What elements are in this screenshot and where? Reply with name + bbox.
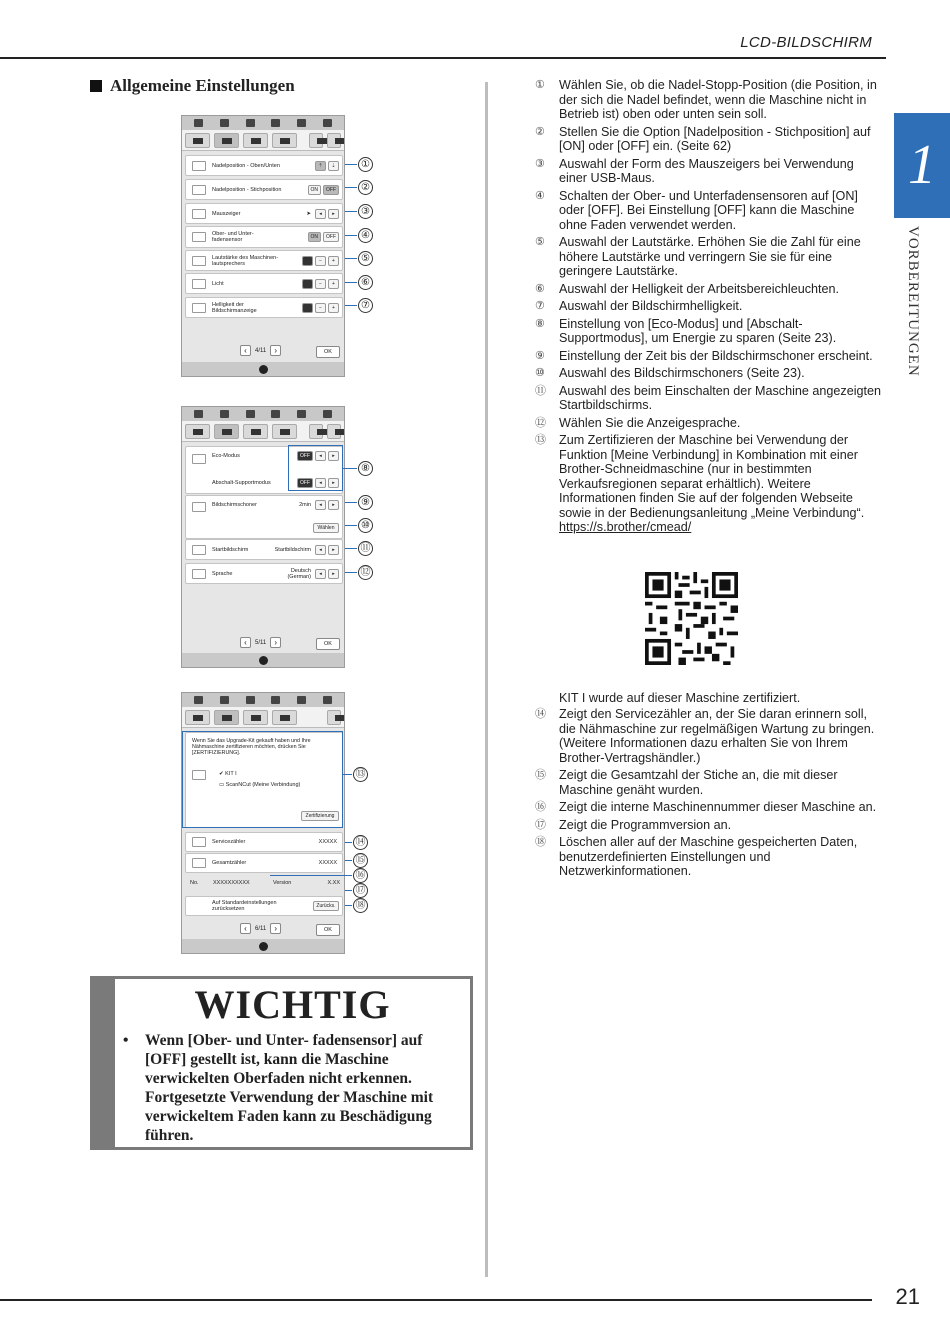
list-item: ⑭ Zeigt den Servicezähler an, der Sie daran erinnern soll, die Nähmaschine zur regelmäßigen Wartung zu bringen. (Weitere Informationen dazu erhalten Sie von Ihrem Brother-Vertragshändler.) [535,707,875,765]
tab-settings-icon[interactable] [309,133,323,148]
important-title: WICHTIG [194,982,391,1027]
callout-line [345,548,357,549]
callout-6: ⑥ [358,275,373,290]
tab-general-icon[interactable] [185,710,210,725]
callout-17: ⑰ [353,883,368,898]
list-item: ⑯ Zeigt die interne Maschinennummer dieser Maschine an. [535,800,877,814]
wifi-icon[interactable] [194,410,203,418]
page-indicator: 6/11 [255,925,267,932]
callout-line [345,164,357,165]
tab-general-icon[interactable] [185,133,210,148]
list-item: ③ Auswahl der Form des Mauszeigers bei Verwendung einer USB-Maus. [535,156,854,185]
tab-machine-icon[interactable] [214,424,239,439]
callout-16: ⑯ [353,868,368,883]
needle-up-button[interactable]: ⇡ [315,161,326,171]
pager [240,923,281,934]
callout-line [270,875,352,876]
ok-button[interactable]: OK [316,924,340,936]
lock-icon[interactable] [297,119,306,127]
screen-topbar [182,693,344,707]
setting-row-brightness: Helligkeit der Bildschirmanzeige − + [185,297,343,318]
tab-embroidery-icon[interactable] [243,710,268,725]
cmead-link[interactable]: https://s.brother/cmead/ [559,520,692,534]
off-button[interactable]: OFF [323,232,339,242]
on-button[interactable]: ON [308,232,322,242]
callout-line [343,468,357,469]
callout-line [345,258,357,259]
home-dot-icon[interactable] [259,942,268,951]
callout-line [345,905,352,906]
list-item: ⑤ Auswahl der Lautstärke. Erhöhen Sie die Zahl für eine höhere Lautstärke und verringern Sie sie für eine geringere Lautstärke. [535,235,861,278]
tab-wlan-icon[interactable] [272,133,297,148]
page-prev-button[interactable]: ‹ [240,923,251,934]
callout-line [345,572,357,573]
presser-foot-icon[interactable] [271,696,280,704]
presser-foot-icon[interactable] [271,410,280,418]
needle-stitch-icon [192,185,206,195]
next-button[interactable]: ▸ [328,500,339,510]
page-next-button[interactable]: › [270,923,281,934]
counter-icon [192,858,206,868]
screen-topbar [182,407,344,421]
callout-line [345,525,357,526]
plus-button[interactable]: + [328,303,339,313]
wifi-icon[interactable] [194,119,203,127]
ok-button[interactable]: OK [316,638,340,650]
speaker-icon [192,256,206,266]
pager [240,637,281,648]
setting-row-stitch-position: Nadelposition - Stichposition ON OFF [185,179,343,200]
section-title [90,76,295,96]
list-item: ⑥ Auswahl der Helligkeit der Arbeitsbereichleuchten. [535,281,840,296]
setting-row-language: Sprache Deutsch (German) ◂ ▸ [185,563,343,584]
certification-intro: Wenn Sie das Upgrade-Kit gekauft haben und Ihre Nähmaschine zertifizieren möchten, drücken Sie [ZERTIFIZIERUNG]. [192,738,311,756]
item-list-2 [535,707,885,882]
on-button[interactable]: ON [308,185,322,195]
page-number: 21 [895,1284,920,1309]
next-button[interactable]: ▸ [328,569,339,579]
callout-5: ⑤ [358,251,373,266]
needle-icon [192,161,206,171]
callout-line [345,842,352,843]
next-button[interactable]: ▸ [328,478,339,488]
callout-line [343,774,352,775]
screen-bottombar [182,362,345,376]
needle-down-button[interactable]: ⇣ [328,161,339,171]
certification-button[interactable]: Zertifizierung [301,811,339,821]
screen-bottombar [182,653,345,667]
level-indicator [302,279,313,289]
tab-wlan-icon[interactable] [272,424,297,439]
important-box [90,976,473,1150]
page-icon[interactable] [220,119,229,127]
help-icon[interactable] [246,696,255,704]
setting-row-volume: Lautstärke des Maschinen-lautsprechers − + [185,250,343,271]
home-icon[interactable] [323,410,332,418]
lock-icon[interactable] [297,696,306,704]
prev-button[interactable]: ◂ [315,209,326,219]
next-button[interactable]: ▸ [328,545,339,555]
mouse-icon [192,209,206,219]
item-list [535,78,885,538]
callout-line [345,235,357,236]
callout-13: ⑬ [353,767,368,782]
home-icon[interactable] [323,696,332,704]
footer-rule [0,1299,872,1301]
help-icon[interactable] [246,119,255,127]
prev-button[interactable]: ◂ [315,478,326,488]
setting-row-light: Licht − + [185,273,343,294]
page-indicator: 4/11 [255,347,267,354]
square-bullet-icon [90,80,102,92]
important-bar [93,979,115,1147]
callout-8: ⑧ [358,461,373,476]
tab-close-icon[interactable] [327,710,341,725]
setting-row-mouse-pointer: Mauszeiger ➤ ◂ ▸ [185,203,343,224]
service-icon [192,837,206,847]
list-item: ⑮ Zeigt die Gesamtzahl der Stiche an, die mit dieser Maschine genäht wurden. [535,768,838,797]
list-item: ④ Schalten der Ober- und Unterfadensensoren auf [ON] oder [OFF]. Bei Einstellung [OFF] kann die Maschine ohne Faden verwendet werden. [535,188,858,232]
callout-line [345,860,352,861]
list-item: ① Wählen Sie, ob die Nadel-Stopp-Position (die Position, in der sich die Nadel befindet, wenn die Maschine nicht in Betrieb ist) oben oder unten sein soll. [535,78,877,121]
tab-close-icon[interactable] [327,133,341,148]
column-divider [485,82,488,1277]
header-title: LCD-BILDSCHIRM [740,34,872,51]
start-screen-icon [192,545,206,555]
callout-15: ⑮ [353,853,368,868]
callout-line [345,282,357,283]
screen-bottombar [182,939,345,953]
presser-foot-icon[interactable] [271,119,280,127]
callout-10: ⑩ [358,518,373,533]
page-prev-button[interactable]: ‹ [240,345,251,356]
callout-bracket [182,731,343,828]
tab-machine-icon[interactable] [214,133,239,148]
screen-brightness-icon [192,303,206,313]
screen-tabs [182,421,344,442]
setting-row-startscreen: Startbildschirm Startbildschirm ◂ ▸ [185,539,343,560]
light-icon [192,279,206,289]
page-next-button[interactable]: › [270,637,281,648]
callout-line [345,890,352,891]
prev-button[interactable]: ◂ [315,569,326,579]
page-icon[interactable] [220,410,229,418]
lock-icon[interactable] [297,410,306,418]
service-counter-row: Servicezähler XXXXX [185,832,343,852]
settings-screen-1 [181,115,345,377]
qr-code-icon [645,572,738,665]
help-icon[interactable] [246,410,255,418]
thread-sensor-icon [192,232,206,242]
globe-icon [192,569,206,579]
setting-row-thread-sensor: Ober- und Unter-fadensensor ON OFF [185,226,343,248]
page-next-button[interactable]: › [270,345,281,356]
chapter-tab: 1 [894,113,950,218]
select-button[interactable]: Wählen [313,523,339,533]
prev-button[interactable]: ◂ [315,545,326,555]
list-item: ⑫ Wählen Sie die Anzeigesprache. [535,415,741,430]
callout-1: ① [358,157,373,172]
header-rule [0,57,886,59]
pager [240,345,281,356]
callout-11: ⑪ [358,541,373,556]
tab-embroidery-icon[interactable] [243,424,268,439]
plus-button[interactable]: + [328,279,339,289]
callout-3: ③ [358,204,373,219]
page-prev-button[interactable]: ‹ [240,637,251,648]
setting-row-screensaver: Bildschirmschoner 2min ◂ ▸ Wählen [185,495,343,539]
callout-4: ④ [358,228,373,243]
pointer-icon: ➤ [306,210,311,217]
home-icon[interactable] [323,119,332,127]
next-button[interactable]: ▸ [328,451,339,461]
section-title-text: Allgemeine Einstellungen [110,76,295,95]
callout-line [345,305,357,306]
important-text: • Wenn [Ober- und Unter- fadensensor] auf [OFF] gestellt ist, kann die Maschine verwickelten Oberfaden nicht erkennen. Fortgesetzte Verwendung der Maschine mit verwickeltem Faden kann zu Beschädigung führen. [123,1032,434,1144]
minus-button[interactable]: − [315,303,326,313]
eco-icon [192,454,206,464]
screensaver-icon [192,502,206,512]
tab-wlan-icon[interactable] [272,710,297,725]
reset-button[interactable]: Zurücks. [313,901,339,911]
list-item: ⑬ Zum Zertifizieren der Maschine bei Verwendung der Funktion [Meine Verbindung] in Kombination mit einer Brother-Schneidmaschine (nur in bestimmten Verkaufsregionen separat erhältlich). Weitere Informationen finden Sie auf der folgenden Webseite sowie in der Bedienungsanleitung „Meine Verbindung“. https://s.brother/cmead/ [535,433,865,534]
screen-topbar [182,116,344,130]
list-item: ⑧ Einstellung von [Eco-Modus] und [Abschalt-Supportmodus], um Energie zu sparen (Seite 23). [535,316,837,345]
kit-entry: ✔ KIT I [219,771,237,777]
home-dot-icon[interactable] [259,365,268,374]
machine-number-row: No. XXXXXXXXXX Version X.XX [190,880,340,886]
level-indicator [302,256,313,266]
level-indicator [302,303,313,313]
tab-machine-icon[interactable] [214,710,239,725]
list-item: ⑨ Einstellung der Zeit bis der Bildschirmschoner erscheint. [535,348,873,363]
setting-row-eco: Eco-Modus Abschalt-Supportmodus OFF ◂ ▸ OFF ◂ ▸ [185,446,343,494]
tab-close-icon[interactable] [327,424,341,439]
tab-settings-icon[interactable] [309,424,323,439]
screen-tabs [182,130,344,151]
list-item: ⑦ Auswahl der Bildschirmhelligkeit. [535,299,743,313]
setting-row-needle-position: Nadelposition - Oben/Unten ⇡ ⇣ [185,155,343,176]
ok-button[interactable]: OK [316,346,340,358]
page-icon[interactable] [220,696,229,704]
reset-row: Auf Standardeinstellungen zurücksetzen Zurücks. [185,896,343,916]
callout-18: ⑱ [353,898,368,913]
total-counter-row: Gesamtzähler XXXXX [185,853,343,873]
list-item: ⑱ Löschen aller auf der Maschine gespeicherten Daten, benutzerdefinierten Einstellungen und Netzwerkinformationen. [535,835,858,878]
tab-embroidery-icon[interactable] [243,133,268,148]
list-item: ⑩ Auswahl des Bildschirmschoners (Seite 23). [535,366,805,380]
callout-12: ⑫ [358,565,373,580]
kit-note: KIT I wurde auf dieser Maschine zertifiziert. [559,691,801,705]
off-button[interactable]: OFF [323,185,339,195]
callout-line [345,187,357,188]
list-item: ⑪ Auswahl des beim Einschalten der Maschine angezeigten Startbildschirms. [535,383,882,412]
next-button[interactable]: ▸ [328,209,339,219]
callout-bracket [288,445,343,491]
list-item: ⑰ Zeigt die Programmversion an. [535,817,732,832]
callout-14: ⑭ [353,835,368,850]
screen-tabs [182,707,344,728]
scan-entry: ▭ ScanNCut (Meine Verbindung) [219,782,301,788]
prev-button[interactable]: ◂ [315,500,326,510]
tab-general-icon[interactable] [185,424,210,439]
wifi-icon[interactable] [194,696,203,704]
page-indicator: 5/11 [255,639,267,646]
minus-button[interactable]: − [315,279,326,289]
callout-2: ② [358,180,373,195]
list-item: ② Stellen Sie die Option [Nadelposition - Stichposition] auf [ON] oder [OFF] ein. (Seite 62) [535,124,871,153]
minus-button[interactable]: − [315,256,326,266]
prev-button[interactable]: ◂ [315,451,326,461]
callout-line [345,502,357,503]
plus-button[interactable]: + [328,256,339,266]
callout-line [345,211,357,212]
chapter-label: VORBEREITUNGEN [905,226,921,377]
callout-9: ⑨ [358,495,373,510]
home-dot-icon[interactable] [259,656,268,665]
callout-7: ⑦ [358,298,373,313]
